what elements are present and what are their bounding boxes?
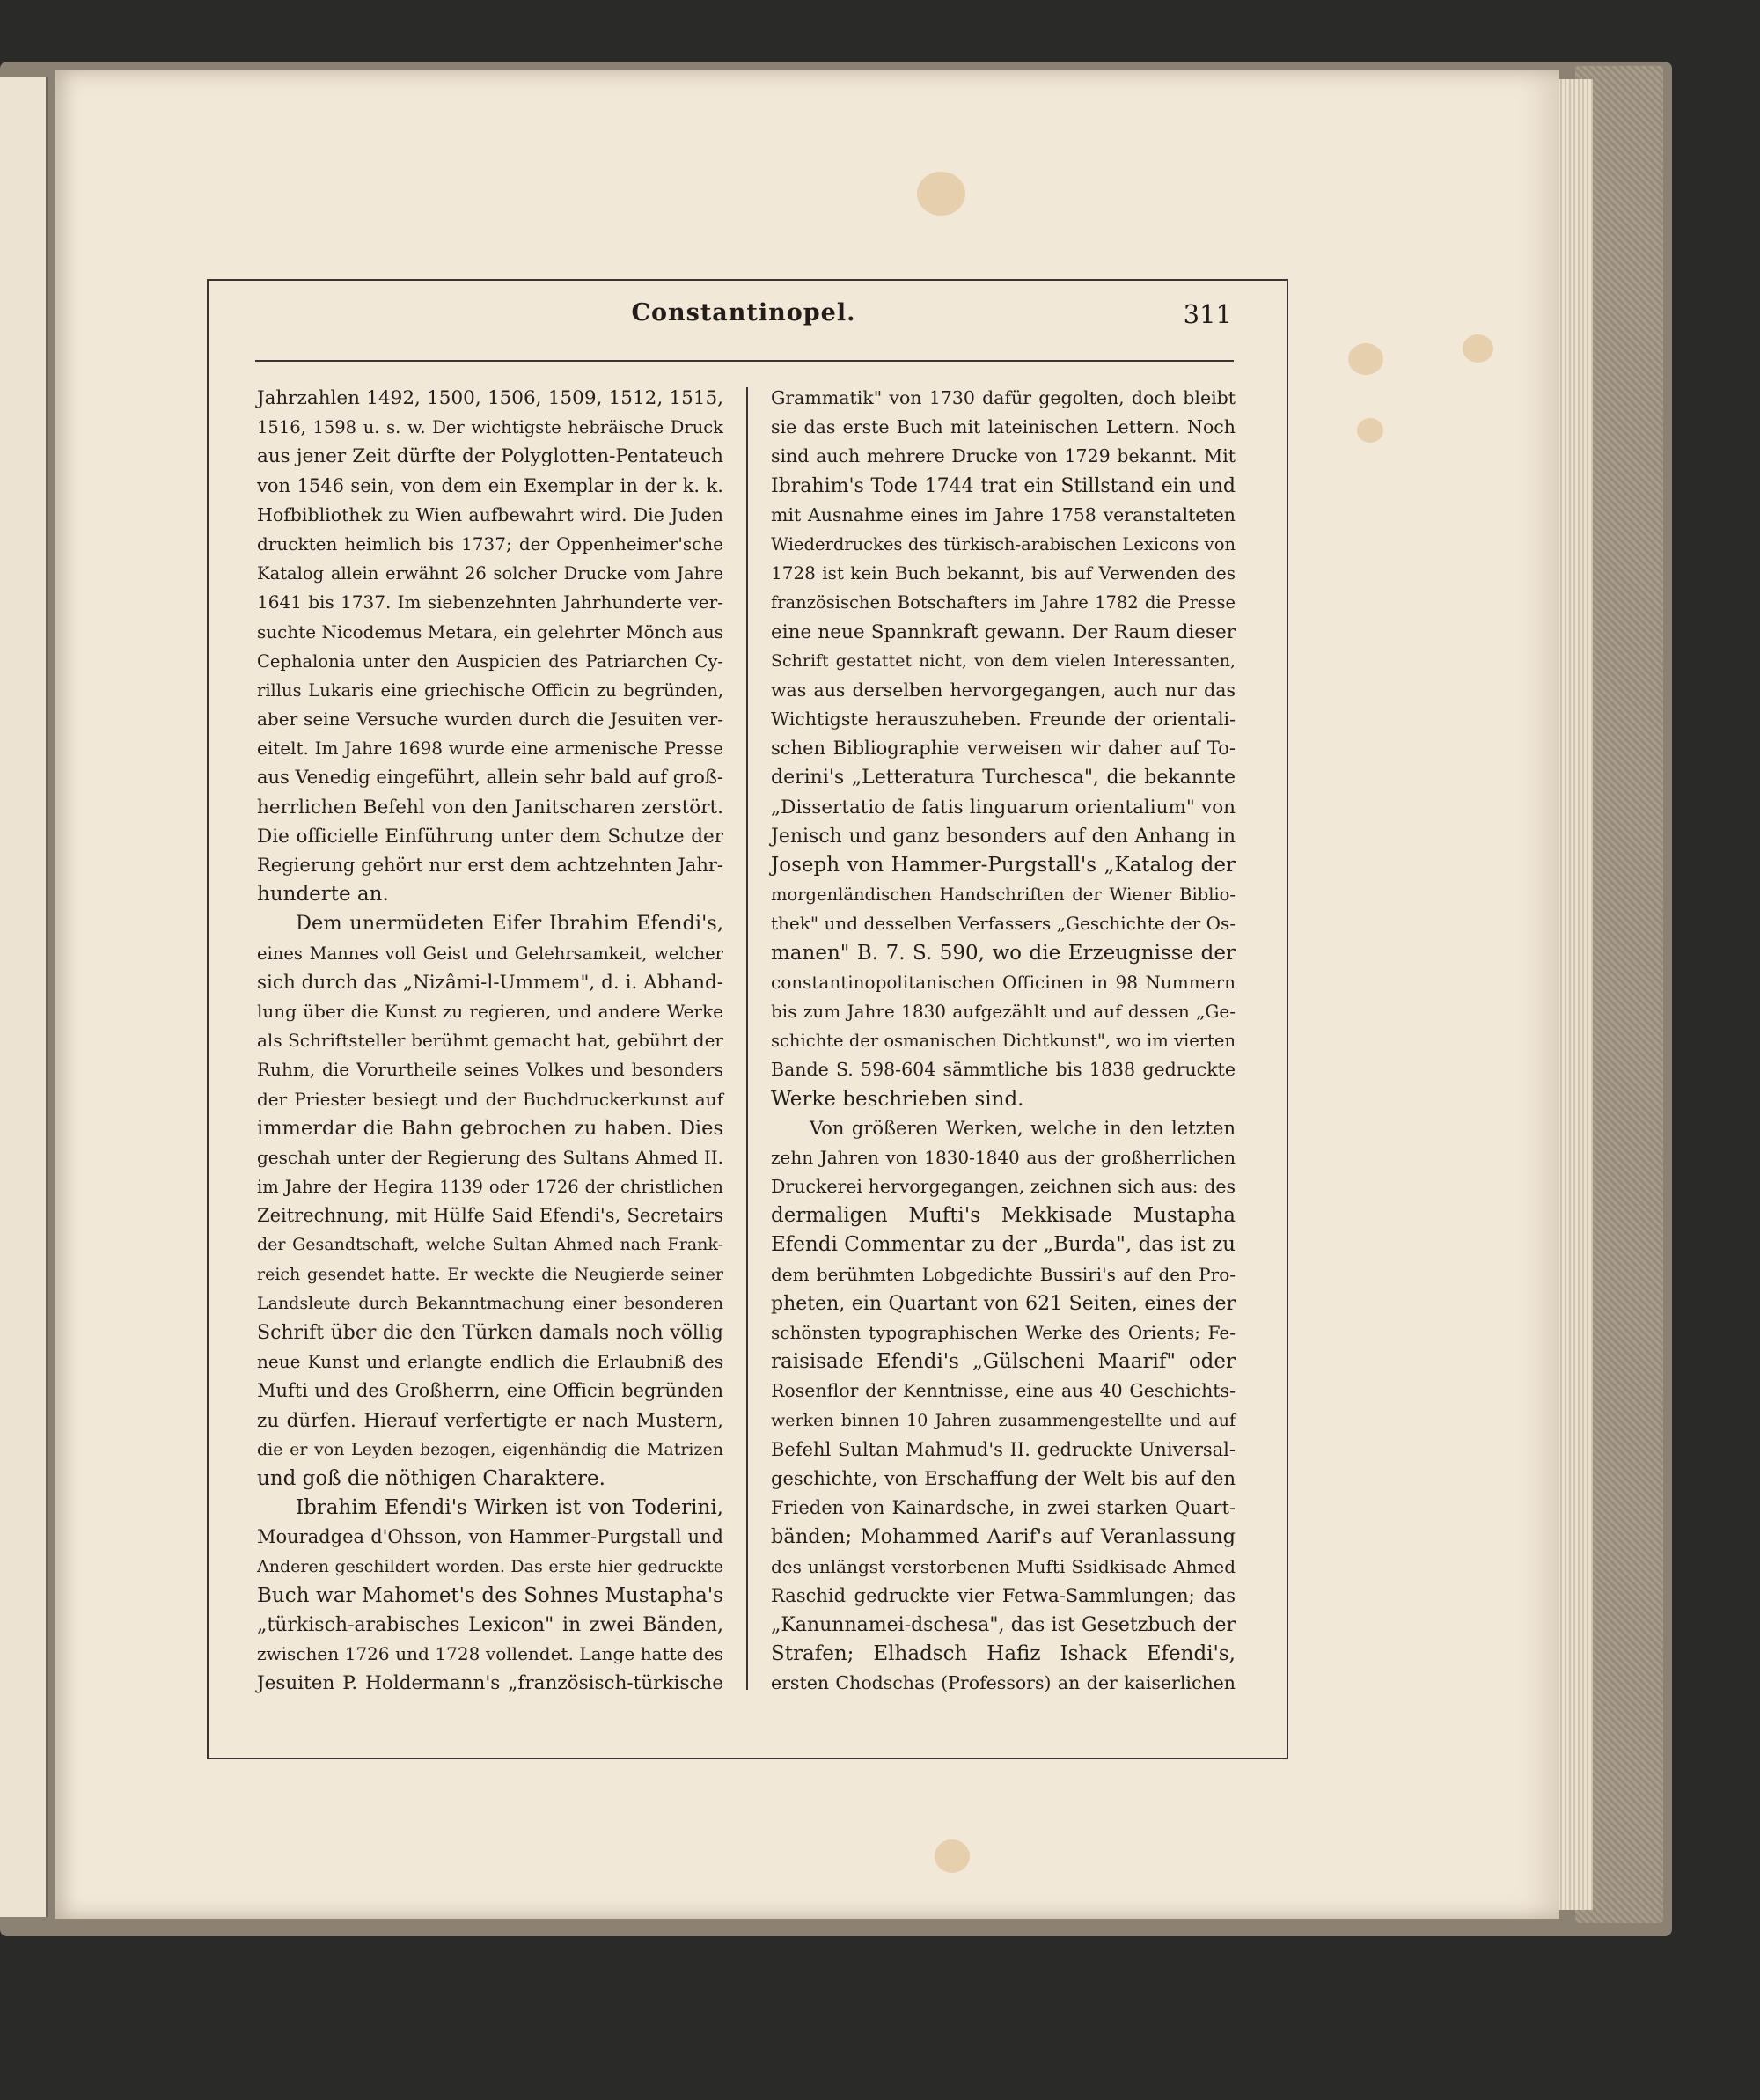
text-line: als Schriftsteller berühmt gemacht hat, gebührt der [257, 1030, 723, 1052]
text-line: raisisade Efendi's „Gülscheni Maarif" oder [771, 1350, 1236, 1374]
text-line: Schrift über die den Türken damals noch völlig [257, 1322, 723, 1344]
text-line: sich durch das „Nizâmi-l-Ummem", d. i. Abhand- [257, 971, 723, 994]
facing-page-edge [0, 77, 48, 1917]
left-column [257, 384, 723, 1698]
text-line: werken binnen 10 Jahren zusammengestellte und auf [771, 1410, 1236, 1430]
text-line: Jenisch und ganz besonders auf den Anhang in [771, 825, 1236, 848]
text-line: Ruhm, die Vorurtheile seines Volkes und besonders [257, 1059, 723, 1081]
text-line: und goß die nöthigen Charaktere. [257, 1466, 605, 1490]
text-line: Raschid gedruckte vier Fetwa-Sammlungen; das [771, 1584, 1236, 1606]
text-line: rillus Lukaris eine griechische Officin zu begründen, [257, 679, 723, 701]
text-line: Regierung gehört nur erst dem achtzehnten Jahr- [257, 855, 723, 876]
text-line: Die officielle Einführung unter dem Schutze der [257, 825, 723, 848]
text-line: Zeitrechnung, mit Hülfe Said Efendi's, Secretairs [257, 1205, 723, 1227]
text-line: Strafen; Elhadsch Hafiz Ishack Efendi's, [771, 1642, 1236, 1666]
text-line: Frieden von Kainardsche, in zwei starken Quart- [771, 1497, 1236, 1519]
text-line: zehn Jahren von 1830-1840 aus der großherrlichen [771, 1146, 1236, 1168]
text-line: zu dürfen. Hierauf verfertigte er nach Mustern, [257, 1409, 723, 1432]
text-line: constantinopolitanischen Officinen in 98 Nummern [771, 971, 1236, 993]
text-line: im Jahre der Hegira 1139 oder 1726 der christlichen [257, 1177, 723, 1198]
foxing-stain [1463, 334, 1493, 363]
text-line: Jesuiten P. Holdermann's „französisch-türkische [257, 1672, 723, 1695]
text-line: schichte der osmanischen Dichtkunst", wo im vierten [771, 1031, 1236, 1052]
text-line: Buch war Mahomet's des Sohnes Mustapha's [257, 1583, 723, 1607]
text-line: Efendi Commentar zu der „Burda", das ist zu [771, 1233, 1236, 1257]
text-line: mit Ausnahme eines im Jahre 1758 veranstalteten [771, 503, 1236, 525]
text-line: thek" und desselben Verfassers „Geschichte der Os- [771, 913, 1236, 935]
text-line: 1641 bis 1737. Im siebenzehnten Jahrhunderte ver- [257, 591, 723, 613]
text-line: die er von Leyden bezogen, eigenhändig die Matrizen [257, 1439, 723, 1459]
text-line: herrlichen Befehl von den Janitscharen zerstört. [257, 796, 723, 819]
foxing-stain [1357, 418, 1383, 443]
text-line: pheten, ein Quartant von 621 Seiten, eines der [771, 1292, 1236, 1315]
text-line: des unlängst verstorbenen Mufti Ssidkisade Ahmed [771, 1555, 1236, 1577]
text-line: Mufti und des Großherrn, eine Officin begründen [257, 1380, 723, 1402]
foxing-stain [935, 1839, 970, 1873]
text-line: Befehl Sultan Mahmud's II. gedruckte Universal- [771, 1438, 1236, 1460]
foxing-stain [1348, 343, 1383, 375]
text-line: schen Bibliographie verweisen wir daher auf To- [771, 738, 1236, 760]
text-line: Cephalonia unter den Auspicien des Patriarchen Cy- [257, 650, 723, 672]
text-line: Katalog allein erwähnt 26 solcher Drucke vom Jahre [257, 563, 723, 584]
text-line: der Gesandtschaft, welche Sultan Ahmed nach Frank- [257, 1235, 723, 1255]
text-line: Hofbibliothek zu Wien aufbewahrt wird. Die Juden [257, 503, 723, 525]
text-line: von 1546 sein, von dem ein Exemplar in der k. k. [257, 474, 723, 496]
text-line: bis zum Jahre 1830 aufgezählt und auf dessen „Ge- [771, 1000, 1236, 1022]
text-line: der Priester besiegt und der Buchdruckerkunst auf [257, 1088, 723, 1110]
text-line: „Dissertatio de fatis linguarum orientalium" von [771, 796, 1236, 819]
text-line: Jahrzahlen 1492, 1500, 1506, 1509, 1512, 1515, [257, 387, 723, 409]
text-line: Druckerei hervorgegangen, zeichnen sich aus: des [771, 1176, 1236, 1198]
text-line: eine neue Spannkraft gewann. Der Raum dieser [771, 620, 1236, 643]
text-line: Wichtigste herauszuheben. Freunde der orientali- [771, 709, 1236, 731]
text-line: Rosenflor der Kenntnisse, eine aus 40 Geschichts- [771, 1380, 1236, 1402]
text-line: 1728 ist kein Buch bekannt, bis auf Verwenden des [771, 562, 1236, 584]
text-line: druckten heimlich bis 1737; der Oppenheimer'sche [257, 532, 723, 554]
text-line: sie das erste Buch mit lateinischen Lettern. Noch [771, 416, 1236, 438]
text-line: eitelt. Im Jahre 1698 wurde eine armenische Presse [257, 738, 723, 760]
text-line: suchte Nicodemus Metara, ein gelehrter Mönch aus [257, 620, 723, 642]
text-line: Mouradgea d'Ohsson, von Hammer-Purgstall und [257, 1526, 723, 1548]
text-line: ersten Chodschas (Professors) an der kaiserlichen [771, 1672, 1236, 1694]
text-line: Schrift gestattet nicht, von dem vielen Interessanten, [771, 650, 1236, 671]
page-title: Constantinopel. [631, 299, 856, 327]
right-column [771, 384, 1236, 1698]
running-header [255, 299, 1232, 343]
text-line: Joseph von Hammer-Purgstall's „Katalog der [771, 854, 1236, 877]
text-line: aus Venedig eingeführt, allein sehr bald auf groß- [257, 767, 723, 789]
text-line: immerdar die Bahn gebrochen zu haben. Dies [257, 1116, 723, 1140]
text-line: lung über die Kunst zu regieren, und andere Werke [257, 1000, 723, 1022]
text-line: was aus derselben hervorgegangen, auch nur das [771, 679, 1236, 701]
text-line: geschah unter der Regierung des Sultans Ahmed II. [257, 1146, 723, 1168]
header-rule [255, 360, 1234, 362]
foxing-stain [917, 172, 965, 216]
text-line: „Kanunnamei-dschesa", das ist Gesetzbuch der [771, 1613, 1236, 1636]
text-line: Dem unermüdeten Eifer Ibrahim Efendi's, [296, 912, 723, 936]
text-line: 1516, 1598 u. s. w. Der wichtigste hebräische Druck [257, 417, 723, 438]
text-line: aber seine Versuche wurden durch die Jesuiten ver- [257, 709, 723, 731]
text-line: Ibrahim Efendi's Wirken ist von Toderini, [296, 1496, 723, 1520]
text-line: Landsleute durch Bekanntmachung einer besonderen [257, 1293, 723, 1313]
text-line: zwischen 1726 und 1728 vollendet. Lange hatte des [257, 1643, 723, 1665]
text-line: französischen Botschafters im Jahre 1782 die Presse [771, 592, 1236, 613]
text-line: morgenländischen Handschriften der Wiener Biblio- [771, 885, 1236, 906]
text-line: bänden; Mohammed Aarif's auf Veranlassung [771, 1525, 1236, 1549]
text-line: „türkisch-arabisches Lexicon" in zwei Bänden, [257, 1613, 723, 1636]
text-line: schönsten typographischen Werke des Orients; Fe- [771, 1322, 1236, 1343]
column-divider [746, 387, 748, 1690]
text-line: geschichte, von Erschaffung der Welt bis auf den [771, 1467, 1236, 1489]
text-line: reich gesendet hatte. Er weckte die Neugierde seiner [257, 1264, 723, 1284]
text-line: Von größeren Werken, welche in den letzten [810, 1117, 1236, 1139]
text-line: dermaligen Mufti's Mekkisade Mustapha [771, 1204, 1236, 1228]
text-line: Grammatik" von 1730 dafür gegolten, doch bleibt [771, 387, 1236, 408]
text-line: Anderen geschildert worden. Das erste hier gedruckte [257, 1556, 723, 1576]
text-line: Ibrahim's Tode 1744 trat ein Stillstand ein und [771, 474, 1236, 497]
text-line: hunderte an. [257, 883, 389, 907]
page-number: 311 [1183, 299, 1232, 329]
text-line: derini's „Letteratura Turchesca", die bekannte [771, 767, 1236, 789]
text-line: sind auch mehrere Drucke von 1729 bekannt. Mit [771, 445, 1236, 467]
text-line: Bande S. 598-604 sämmtliche bis 1838 gedruckte [771, 1059, 1236, 1081]
text-line: neue Kunst und erlangte endlich die Erlaubniß des [257, 1351, 723, 1373]
text-line: eines Mannes voll Geist und Gelehrsamkeit, welcher [257, 943, 723, 964]
text-line: aus jener Zeit dürfte der Polyglotten-Pentateuch [257, 445, 723, 468]
text-line: manen" B. 7. S. 590, wo die Erzeugnisse der [771, 941, 1236, 965]
text-line: Werke beschrieben sind. [771, 1087, 1024, 1111]
text-line: dem berühmten Lobgedichte Bussiri's auf den Pro- [771, 1263, 1236, 1285]
text-line: Wiederdruckes des türkisch-arabischen Lexicons von [771, 533, 1236, 554]
